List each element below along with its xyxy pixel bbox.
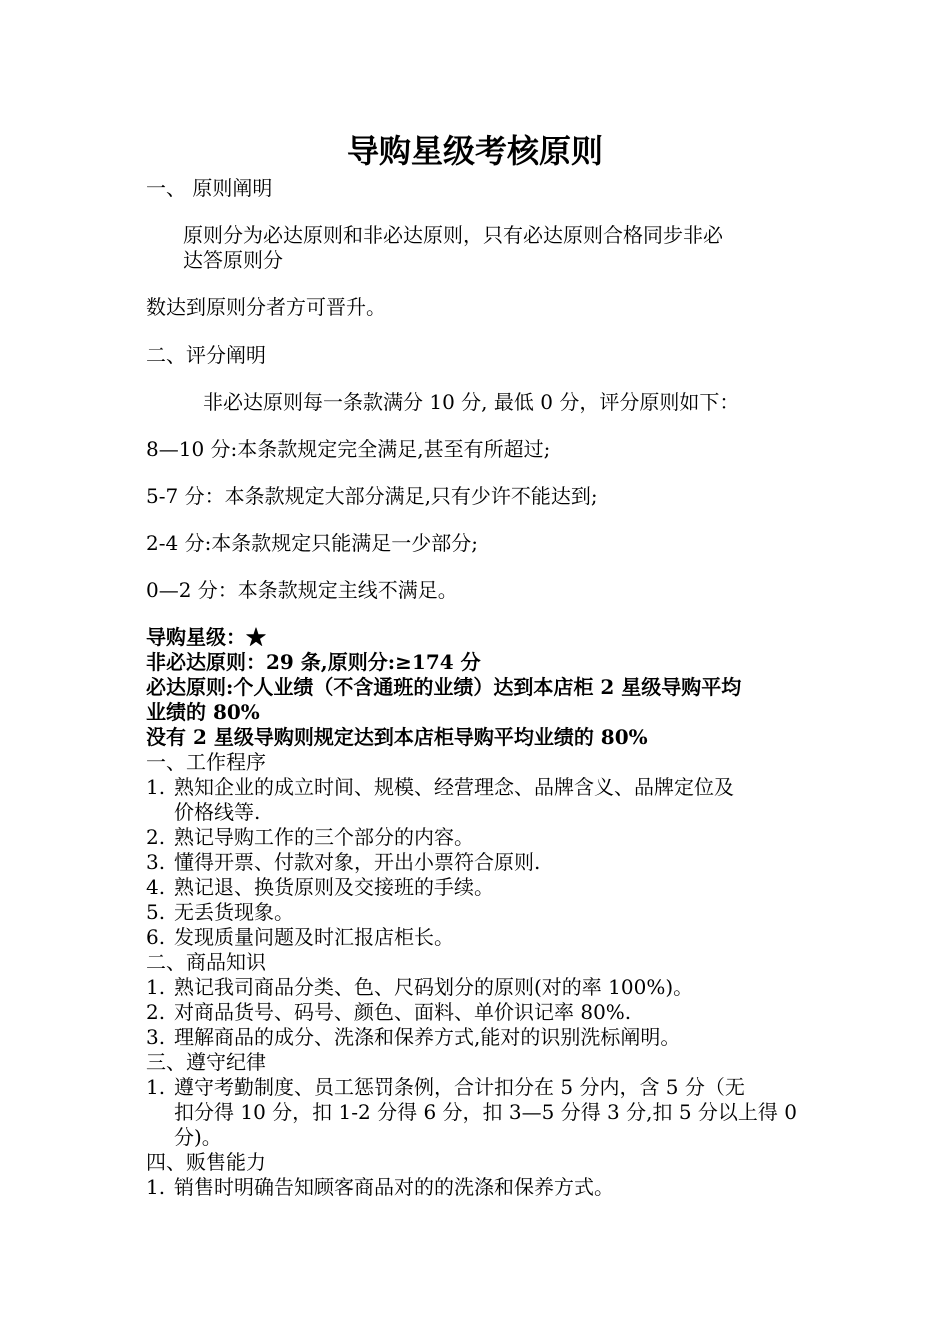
list-text: 懂得开票、付款对象，开出小票符合原则. — [174, 850, 541, 874]
list-number: 2. — [146, 1000, 166, 1024]
required-criteria-line-2: 业绩的 80% — [146, 700, 260, 724]
list-item — [146, 1025, 680, 1050]
list-item — [146, 1075, 745, 1100]
list-number: 1. — [146, 1075, 166, 1099]
list-number: 2. — [146, 825, 166, 849]
list-text: 理解商品的成分、洗涤和保养方式,能对的识别洗标阐明。 — [174, 1025, 681, 1049]
list-item — [146, 925, 454, 950]
list-number: 3. — [146, 1025, 166, 1049]
intro-line-1: 原则分为必达原则和非必达原则，只有必达原则合格同步非必 — [183, 223, 723, 247]
section2-heading: 二、评分阐明 — [146, 343, 266, 367]
list-text: 熟知企业的成立时间、规模、经营理念、品牌含义、品牌定位及 — [174, 775, 734, 799]
required-criteria-line-1: 必达原则:个人业绩（不含通班的业绩）达到本店柜 2 星级导购平均 — [146, 675, 742, 699]
list-text: 熟记退、换货原则及交接班的手续。 — [174, 875, 494, 899]
list-number: 1. — [146, 1175, 166, 1199]
list-text: 销售时明确告知顾客商品对的的洗涤和保养方式。 — [174, 1175, 614, 1199]
list-item — [146, 875, 494, 900]
intro-line-3: 数达到原则分者方可晋升。 — [146, 295, 386, 319]
list-item — [146, 900, 294, 925]
document-title: 导购星级考核原则 — [346, 132, 603, 170]
list-text: 无丢货现象。 — [174, 900, 294, 924]
discipline-heading: 三、遵守纪律 — [146, 1050, 266, 1074]
score-rule-4: 0—2 分：本条款规定主线不满足。 — [146, 578, 458, 602]
list-number: 1. — [146, 775, 166, 799]
intro-line-2: 达答原则分 — [183, 248, 283, 272]
list-text: 熟记导购工作的三个部分的内容。 — [174, 825, 474, 849]
score-rule-3: 2-4 分:本条款规定只能满足一少部分; — [146, 531, 479, 555]
non-required-criteria: 非必达原则：29 条,原则分:≥174 分 — [146, 650, 481, 674]
list-item-continuation: 价格线等. — [174, 800, 261, 824]
list-text: 对商品货号、码号、颜色、面料、单价识记率 80%. — [174, 1000, 632, 1024]
list-item — [146, 775, 734, 800]
score-rule-1: 8—10 分:本条款规定完全满足,甚至有所超过; — [146, 437, 551, 461]
list-number: 4. — [146, 875, 166, 899]
list-text: 遵守考勤制度、员工惩罚条例，合计扣分在 5 分内，含 5 分（无 — [174, 1075, 745, 1099]
list-text: 熟记我司商品分类、色、尺码划分的原则(对的率 100%)。 — [174, 975, 694, 999]
required-criteria-line-3: 没有 2 星级导购则规定达到本店柜导购平均业绩的 80% — [146, 725, 648, 749]
list-item — [146, 1175, 614, 1200]
scoring-intro: 非必达原则每一条款满分 10 分, 最低 0 分，评分原则如下： — [203, 390, 740, 414]
list-item — [146, 850, 540, 875]
list-number: 5. — [146, 900, 166, 924]
list-item-continuation: 扣分得 10 分，扣 1-2 分得 6 分，扣 3—5 分得 3 分,扣 5 分以上得 0 — [174, 1100, 798, 1124]
list-item — [146, 825, 474, 850]
product-heading: 二、商品知识 — [146, 950, 266, 974]
list-item — [146, 1000, 631, 1025]
list-number: 6. — [146, 925, 166, 949]
star-level: 导购星级：★ — [146, 625, 266, 649]
list-text: 发现质量问题及时汇报店柜长。 — [174, 925, 454, 949]
section1-heading: 一、 原则阐明 — [146, 176, 273, 200]
list-item-continuation: 分)。 — [174, 1125, 222, 1149]
list-item — [146, 975, 693, 1000]
list-number: 1. — [146, 975, 166, 999]
list-number: 3. — [146, 850, 166, 874]
score-rule-2: 5-7 分：本条款规定大部分满足,只有少许不能达到; — [146, 484, 598, 508]
sales-heading: 四、贩售能力 — [146, 1150, 266, 1174]
work-heading: 一、工作程序 — [146, 750, 266, 774]
